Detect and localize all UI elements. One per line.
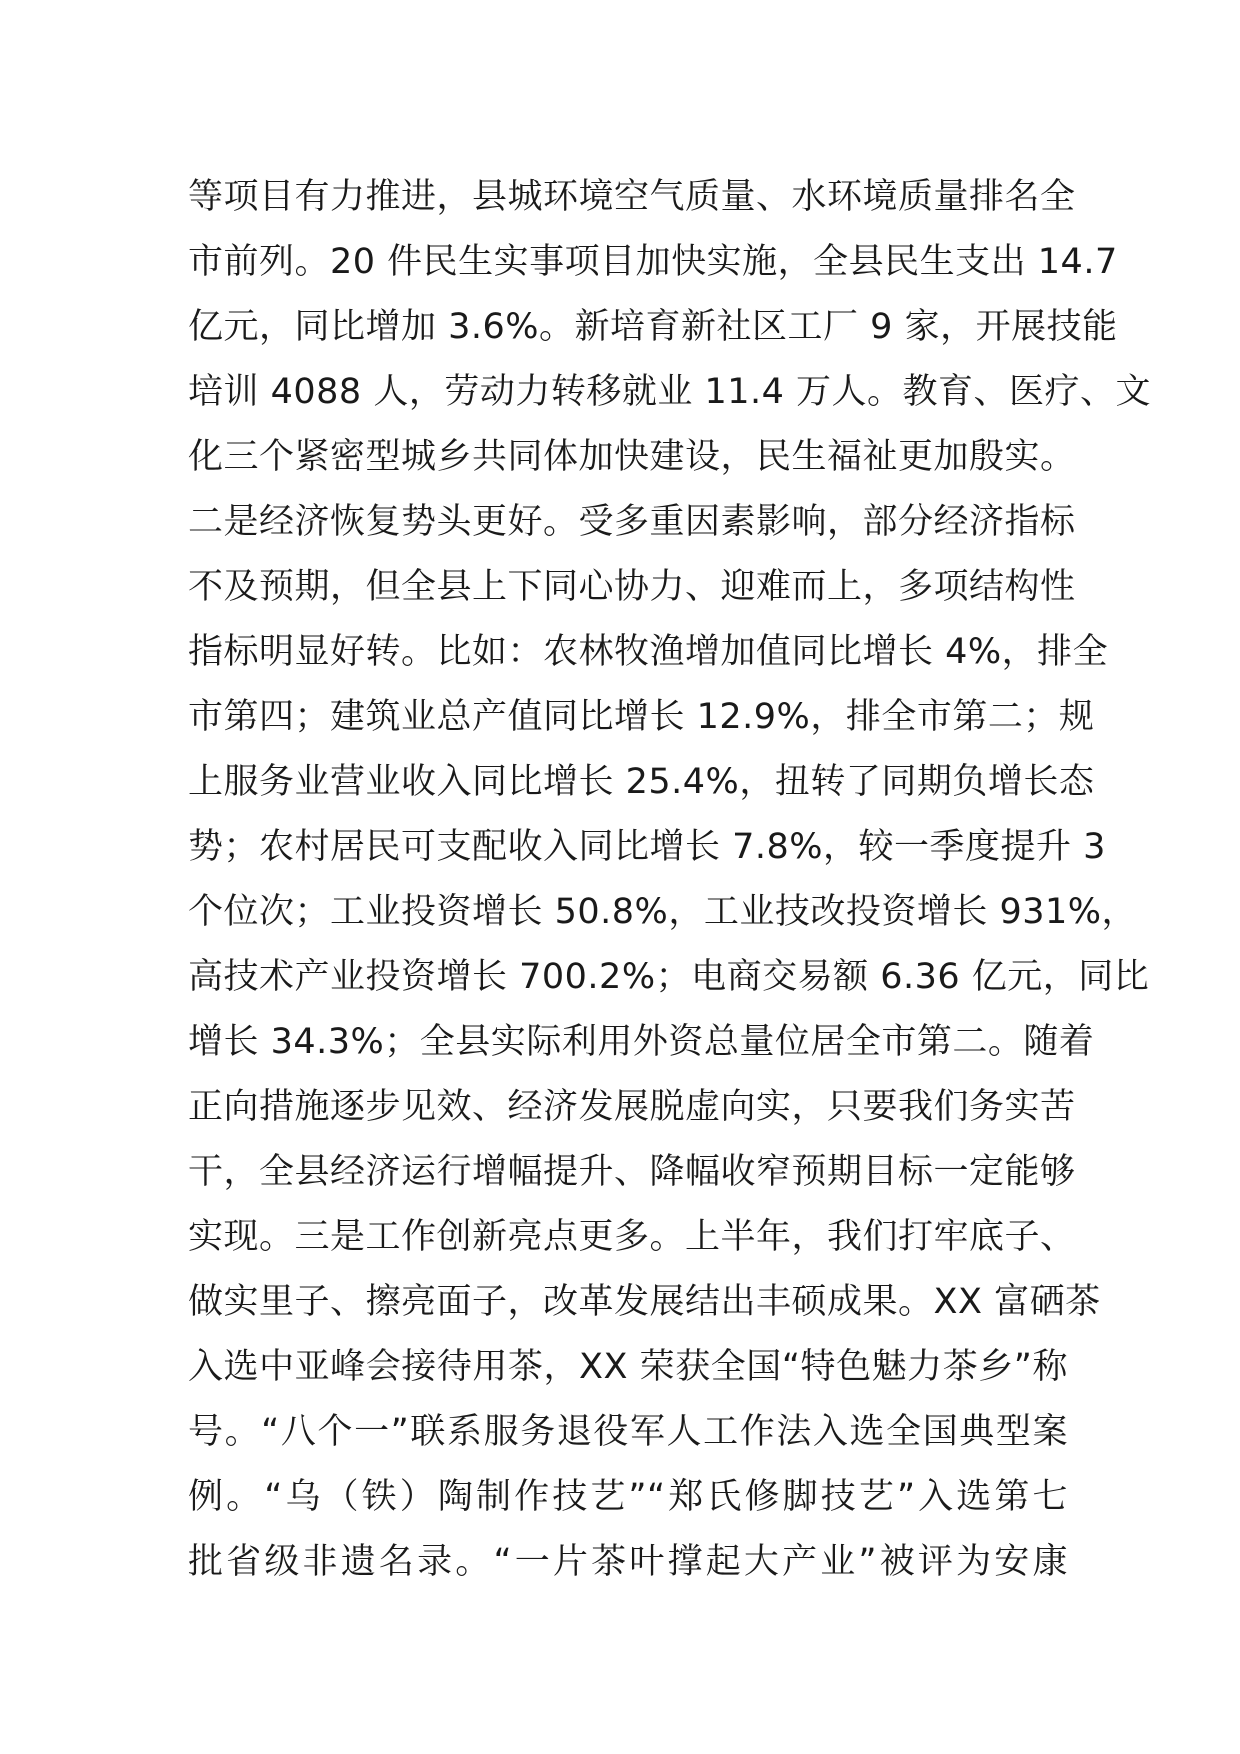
text-line: 干，全县经济运行增幅提升、降幅收窄预期目标一定能够 xyxy=(188,1152,1076,1192)
text-line: 实现。三是工作创新亮点更多。上半年，我们打牢底子、 xyxy=(188,1217,1076,1257)
text-line: 势；农村居民可支配收入同比增长 7.8%，较一季度提升 3 xyxy=(188,827,1106,867)
text-line: 指标明显好转。比如：农林牧渔增加值同比增长 4%，排全 xyxy=(188,632,1109,672)
text-line: 批省级非遗名录。“一片茶叶撑起大产业”被评为安康 xyxy=(188,1542,1068,1582)
text-line: 号。“八个一”联系服务退役军人工作法入选全国典型案 xyxy=(188,1412,1068,1452)
text-line: 上服务业营业收入同比增长 25.4%，扭转了同期负增长态 xyxy=(188,762,1095,802)
text-line: 等项目有力推进，县城环境空气质量、水环境质量排名全 xyxy=(188,177,1076,217)
text-line: 做实里子、擦亮面子，改革发展结出丰硕成果。XX 富硒茶 xyxy=(188,1282,1101,1322)
text-line: 正向措施逐步见效、经济发展脱虚向实，只要我们务实苦 xyxy=(188,1087,1076,1127)
text-line: 亿元，同比增加 3.6%。新培育新社区工厂 9 家，开展技能 xyxy=(188,307,1118,347)
text-line: 培训 4088 人，劳动力转移就业 11.4 万人。教育、医疗、文 xyxy=(188,372,1152,412)
body-text xyxy=(188,165,1152,1595)
text-line: 个位次；工业投资增长 50.8%，工业技改投资增长 931%， xyxy=(188,892,1138,932)
text-line: 入选中亚峰会接待用茶，XX 荣获全国“特色魅力茶乡”称 xyxy=(188,1347,1068,1387)
text-line: 高技术产业投资增长 700.2%；电商交易额 6.36 亿元，同比 xyxy=(188,957,1150,997)
text-line: 市前列。20 件民生实事项目加快实施，全县民生支出 14.7 xyxy=(188,242,1118,282)
text-line: 二是经济恢复势头更好。受多重因素影响，部分经济指标 xyxy=(188,502,1076,542)
text-line: 不及预期，但全县上下同心协力、迎难而上，多项结构性 xyxy=(188,567,1076,607)
text-line: 市第四；建筑业总产值同比增长 12.9%，排全市第二；规 xyxy=(188,697,1095,737)
text-line: 增长 34.3%；全县实际利用外资总量位居全市第二。随着 xyxy=(188,1022,1095,1062)
text-line: 化三个紧密型城乡共同体加快建设，民生福祉更加殷实。 xyxy=(188,437,1076,477)
text-line: 例。“乌（铁）陶制作技艺”“郑氏修脚技艺”入选第七 xyxy=(188,1477,1068,1517)
